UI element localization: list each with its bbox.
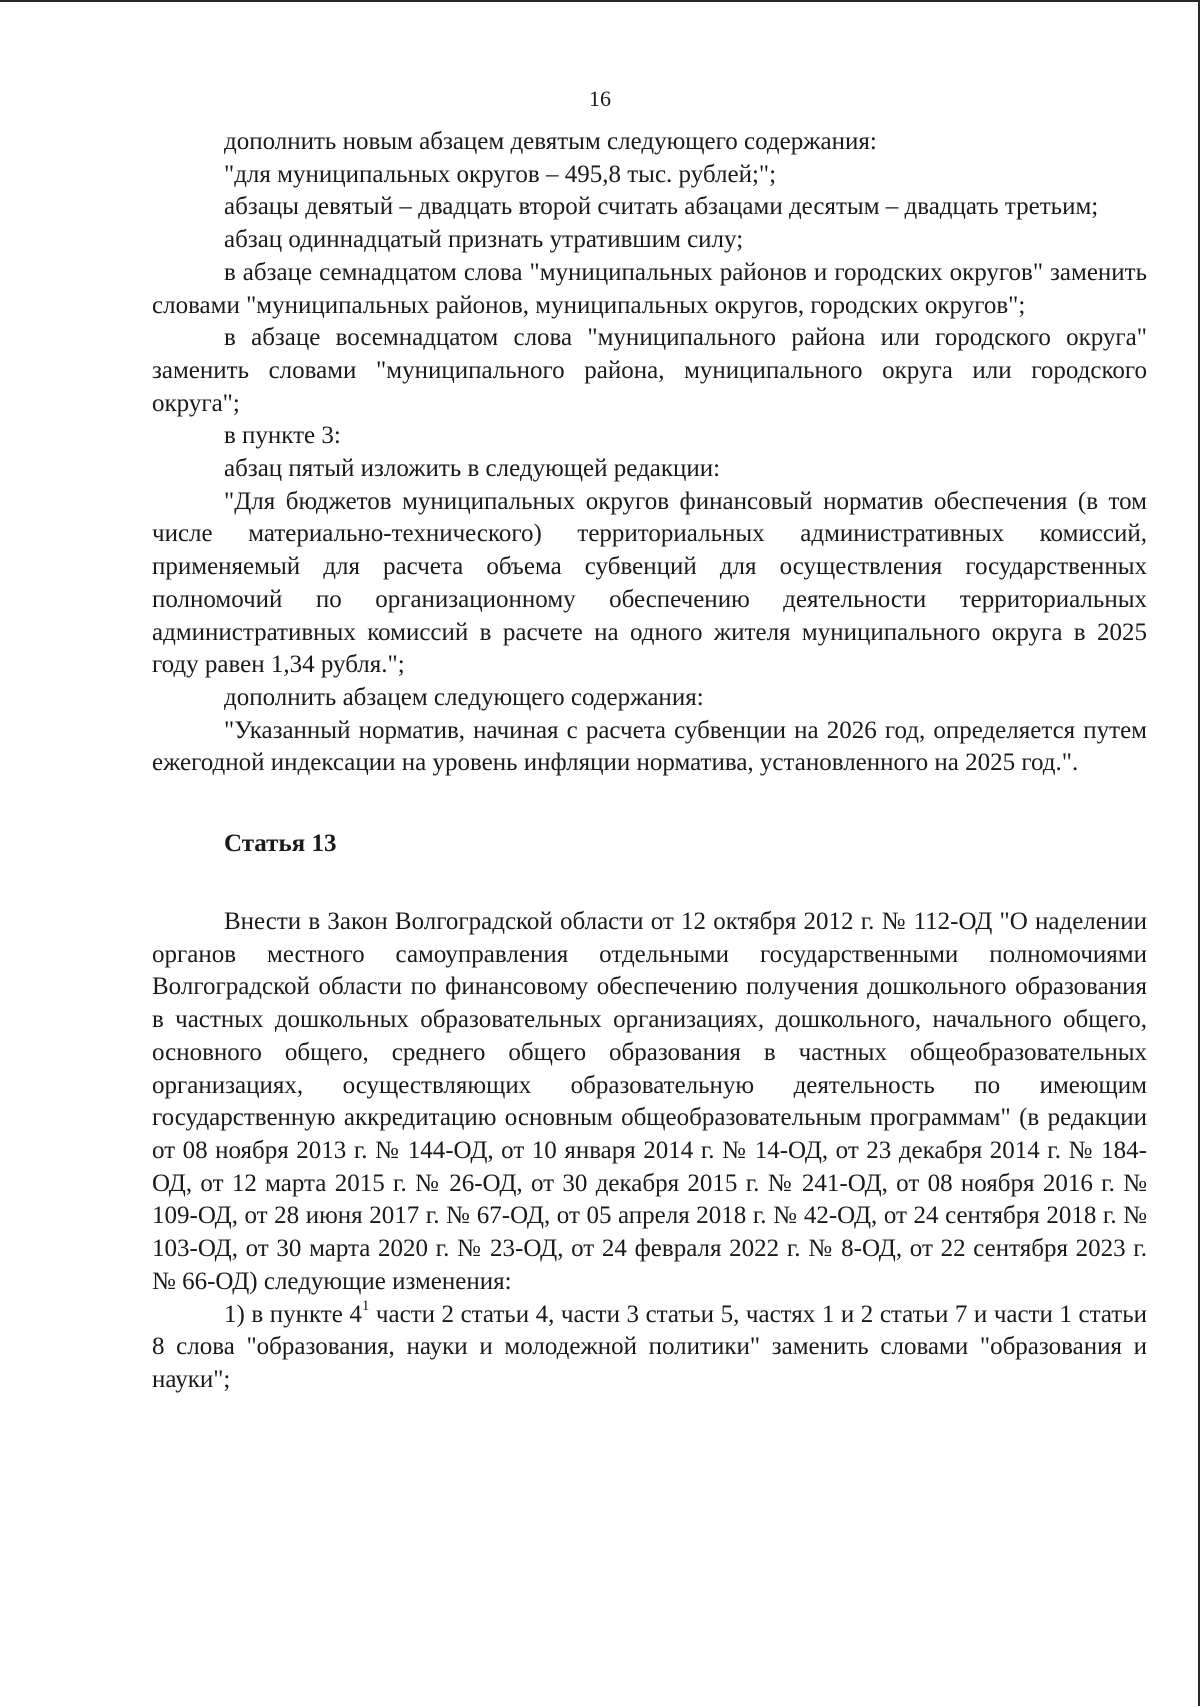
paragraph: "Указанный норматив, начиная с расчета субвенции на 2026 год, определяется путем ежегодной индексации на уровень инфляции норматива, установленного на 2025 год.". <box>152 716 1147 777</box>
paragraph: дополнить новым абзацем девятым следующего содержания: <box>224 128 877 155</box>
paragraph: "для муниципальных округов – 495,8 тыс. рублей;"; <box>224 160 777 188</box>
paragraph: в пункте 3: <box>224 422 341 450</box>
spacer <box>152 860 1147 906</box>
article-heading: Статья 13 <box>224 830 337 858</box>
paragraph: "Для бюджетов муниципальных округов финансовый норматив обеспечения (в том числе материально-технического) территориальных административных комиссий, применяемый для расчета объема субвенций для осуществления государственных полномочий по организационному обеспечению деятельности территориальных административных комиссий в расчете на одного жителя муниципального округа в 2025 году равен 1,34 рубля."; <box>152 487 1147 679</box>
paragraph: абзац пятый изложить в следующей редакции: <box>224 455 721 483</box>
document-body <box>152 126 1147 1397</box>
paragraph: в абзаце восемнадцатом слова "муниципального района или городского округа" заменить словами "муниципального района, муниципального округа или городского округа"; <box>152 324 1147 417</box>
paragraph: в абзаце семнадцатом слова "муниципальных районов и городских округов" заменить словами "муниципальных районов, муниципальных округов, городских округов"; <box>152 258 1147 319</box>
paragraph: дополнить абзацем следующего содержания: <box>224 683 704 711</box>
list-item-text: 1) в пункте 4 <box>224 1300 362 1328</box>
article-paragraph: Внести в Закон Волгоградской области от 12 октября 2012 г. № 112-ОД "О наделении органов местного самоуправления отдельными государственными полномочиями Волгоградской области по финансовому обеспечению получения дошкольного образования в частных дошкольных образовательных организациях, дошкольного, начального общего, основного общего, среднего общего образования в частных общеобразовательных организациях, осуществляющих образовательную деятельность по имеющим государственную аккредитацию основным общеобразовательным программам" (в редакции от 08 ноября 2013 г. № 144-ОД, от 10 января 2014 г. № 14-ОД, от 23 декабря 2014 г. № 184-ОД, от 12 марта 2015 г. № 26-ОД, от 30 декабря 2015 г. № 241-ОД, от 08 ноября 2016 г. № 109-ОД, от 28 июня 2017 г. № 67-ОД, от 05 апреля 2018 г. № 42-ОД, от 24 сентября 2018 г. № 103-ОД, от 30 марта 2020 г. № 23-ОД, от 24 февраля 2022 г. № 8-ОД, от 22 сентября 2023 г. № 66-ОД) следующие изменения: <box>152 908 1147 1295</box>
paragraph: абзацы девятый – двадцать второй считать абзацами десятым – двадцать третьим; <box>224 193 1099 221</box>
spacer <box>152 780 1147 828</box>
page-number: 16 <box>589 86 611 111</box>
list-item <box>152 1299 1147 1397</box>
superscript: 1 <box>361 1298 370 1315</box>
list-item-text: части 2 статьи 4, части 3 статьи 5, частях 1 и 2 статьи 7 и части 1 статьи 8 слова "образования, науки и молодежной политики" заменить словами "образования и науки"; <box>152 1300 1147 1393</box>
paragraph: абзац одиннадцатый признать утратившим силу; <box>224 226 744 254</box>
